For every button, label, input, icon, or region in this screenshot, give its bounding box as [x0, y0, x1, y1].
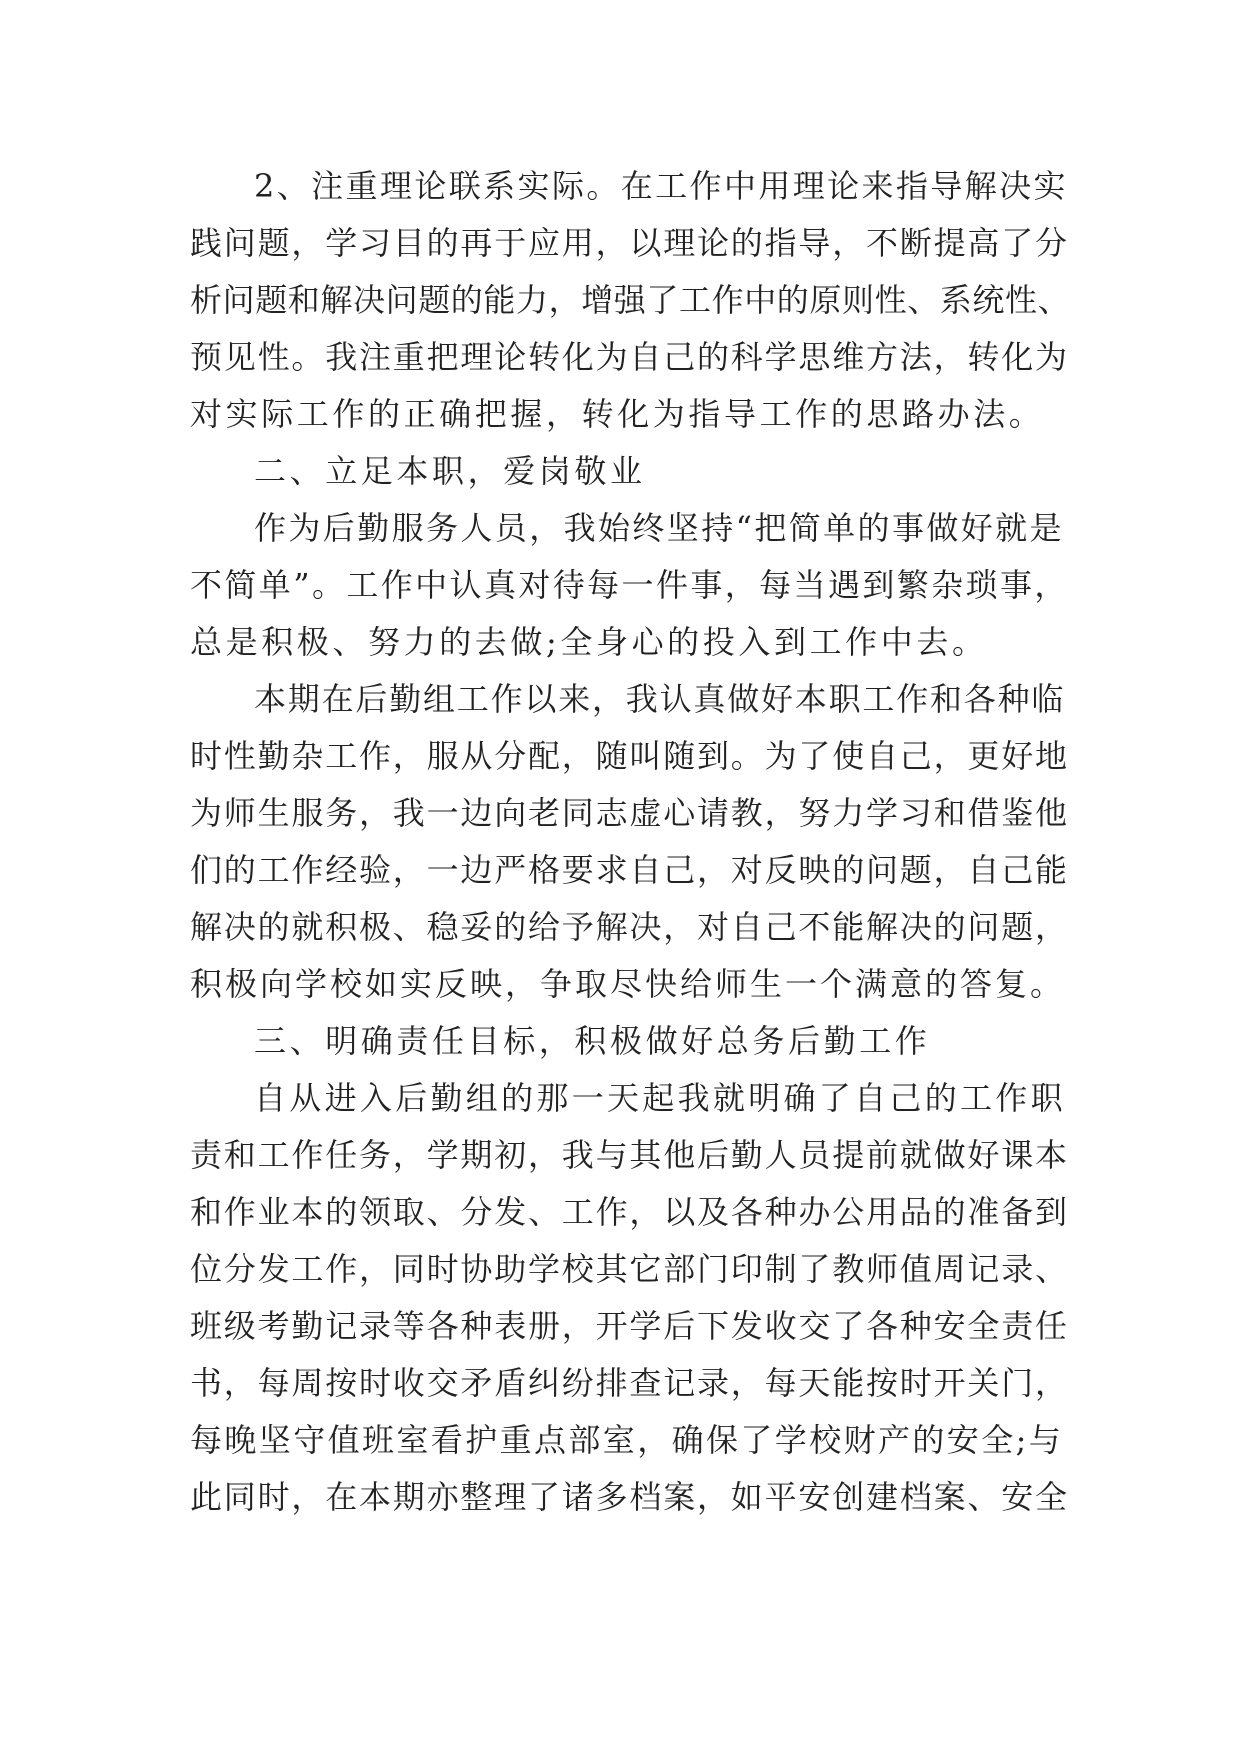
paragraph-line: 预见性。我注重把理论转化为自己的科学思维方法，转化为: [190, 338, 1069, 376]
paragraph-line: 们的工作经验，一边严格要求自己，对反映的问题，自己能: [190, 851, 1069, 889]
paragraph-line: 总是积极、努力的去做;全身心的投入到工作中去。: [190, 623, 988, 661]
paragraph-line: 书，每周按时收交矛盾纠纷排查记录，每天能按时开关门，: [190, 1364, 1069, 1402]
paragraph-line: 此同时，在本期亦整理了诸多档案，如平安创建档案、安全: [190, 1478, 1069, 1516]
section-heading: 二、立足本职，爱岗敬业: [254, 452, 646, 490]
section-heading: 三、明确责任目标，积极做好总务后勤工作: [254, 1022, 931, 1060]
paragraph-line: 积极向学校如实反映，争取尽快给师生一个满意的答复。: [190, 965, 1066, 1003]
paragraph-line: 践问题，学习目的再于应用，以理论的指导，不断提高了分: [190, 224, 1069, 262]
paragraph-line: 对实际工作的正确把握，转化为指导工作的思路办法。: [190, 395, 1045, 433]
paragraph-line: 和作业本的领取、分发、工作，以及各种办公用品的准备到: [190, 1193, 1069, 1231]
paragraph-line: 2、注重理论联系实际。在工作中用理论来指导解决实: [254, 167, 1068, 205]
paragraph-line: 作为后勤服务人员，我始终坚持“把简单的事做好就是: [254, 509, 1064, 547]
paragraph-line: 班级考勤记录等各种表册，开学后下发收交了各种安全责任: [190, 1307, 1069, 1345]
paragraph-line: 自从进入后勤组的那一天起我就明确了自己的工作职: [254, 1079, 1066, 1117]
paragraph-line: 解决的就积极、稳妥的给予解决，对自己不能解决的问题，: [190, 908, 1069, 946]
paragraph-line: 时性勤杂工作，服从分配，随叫随到。为了使自己，更好地: [190, 737, 1069, 775]
paragraph-line: 每晚坚守值班室看护重点部室，确保了学校财产的安全;与: [190, 1421, 1064, 1459]
paragraph-line: 位分发工作，同时协助学校其它部门印制了教师值周记录、: [190, 1250, 1069, 1288]
paragraph-line: 本期在后勤组工作以来，我认真做好本职工作和各种临: [254, 680, 1066, 718]
paragraph-line: 不简单”。工作中认真对待每一件事，每当遇到繁杂琐事，: [190, 566, 1069, 604]
paragraph-line: 为师生服务，我一边向老同志虚心请教，努力学习和借鉴他: [190, 794, 1069, 832]
document-body: [190, 158, 1070, 1526]
paragraph-line: 责和工作任务，学期初，我与其他后勤人员提前就做好课本: [190, 1136, 1069, 1174]
paragraph-line: 析问题和解决问题的能力，增强了工作中的原则性、系统性、: [190, 281, 1071, 319]
